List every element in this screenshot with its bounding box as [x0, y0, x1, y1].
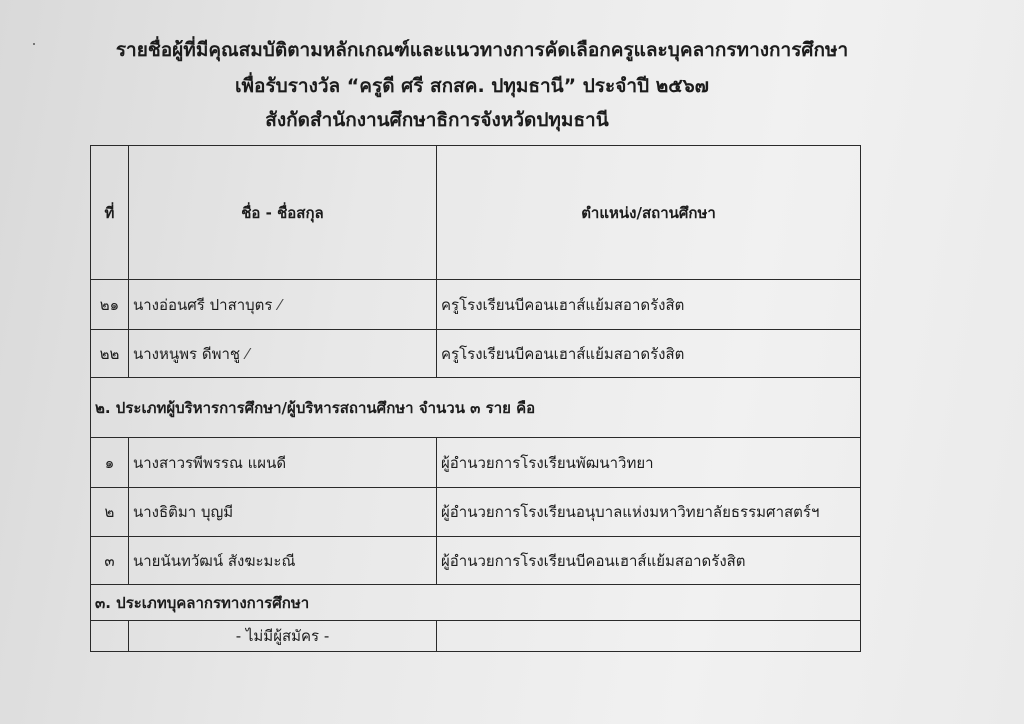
no-applicant-note: - ไม่มีผู้สมัคร -	[129, 621, 437, 652]
row-position: ครูโรงเรียนบีคอนเฮาส์แย้มสอาดรังสิต	[437, 280, 861, 330]
row-number: ๑	[91, 438, 129, 488]
table-row	[91, 488, 861, 537]
table-header-row	[91, 146, 861, 280]
section-2-title: ๒. ประเภทผู้บริหารการศึกษา/ผู้บริหารสถานศึกษา จำนวน ๓ ราย คือ	[91, 378, 861, 438]
document-title-line-3: สังกัดสำนักงานศึกษาธิการจังหวัดปทุมธานี	[265, 109, 609, 131]
table-row	[91, 280, 861, 330]
column-header-position: ตำแหน่ง/สถานศึกษา	[437, 146, 861, 280]
table-row	[91, 438, 861, 488]
section-3-title: ๓. ประเภทบุคลากรทางการศึกษา	[91, 585, 861, 621]
row-position: ผู้อำนวยการโรงเรียนบีคอนเฮาส์แย้มสอาดรังสิต	[437, 537, 861, 585]
row-number: ๓	[91, 537, 129, 585]
row-name: นางอ่อนศรี ปาสาบุตร ⁄	[129, 280, 437, 330]
column-header-no: ที่	[91, 146, 129, 280]
table-row	[91, 537, 861, 585]
check-mark-icon: ⁄	[278, 295, 281, 314]
row-name: นางสาวรพีพรรณ แผนดี	[129, 438, 437, 488]
section-heading-row	[91, 378, 861, 438]
row-name: นายนันทวัฒน์ สังฆะมะณี	[129, 537, 437, 585]
nominee-table	[90, 145, 861, 652]
row-position: ผู้อำนวยการโรงเรียนพัฒนาวิทยา	[437, 438, 861, 488]
row-position: ครูโรงเรียนบีคอนเฮาส์แย้มสอาดรังสิต	[437, 330, 861, 378]
table-row	[91, 330, 861, 378]
row-number: ๒	[91, 488, 129, 537]
row-name: นางธิติมา บุญมี	[129, 488, 437, 537]
table-row	[91, 621, 861, 652]
row-number	[91, 621, 129, 652]
row-number: ๒๒	[91, 330, 129, 378]
row-number: ๒๑	[91, 280, 129, 330]
row-name: นางหนูพร ดีพาชู ⁄	[129, 330, 437, 378]
document-title-line-2: เพื่อรับรางวัล “ครูดี ศรี สกสค. ปทุมธานี” ประจำปี ๒๕๖๗	[235, 75, 709, 97]
check-mark-icon: ⁄	[246, 344, 249, 363]
section-heading-row	[91, 585, 861, 621]
column-header-name: ชื่อ - ชื่อสกุล	[129, 146, 437, 280]
document-title-line-1: รายชื่อผู้ที่มีคุณสมบัติตามหลักเกณฑ์และแนวทางการคัดเลือกครูและบุคลากรทางการศึกษา	[115, 39, 849, 61]
row-position	[437, 621, 861, 652]
row-position: ผู้อำนวยการโรงเรียนอนุบาลแห่งมหาวิทยาลัยธรรมศาสตร์ฯ	[437, 488, 861, 537]
